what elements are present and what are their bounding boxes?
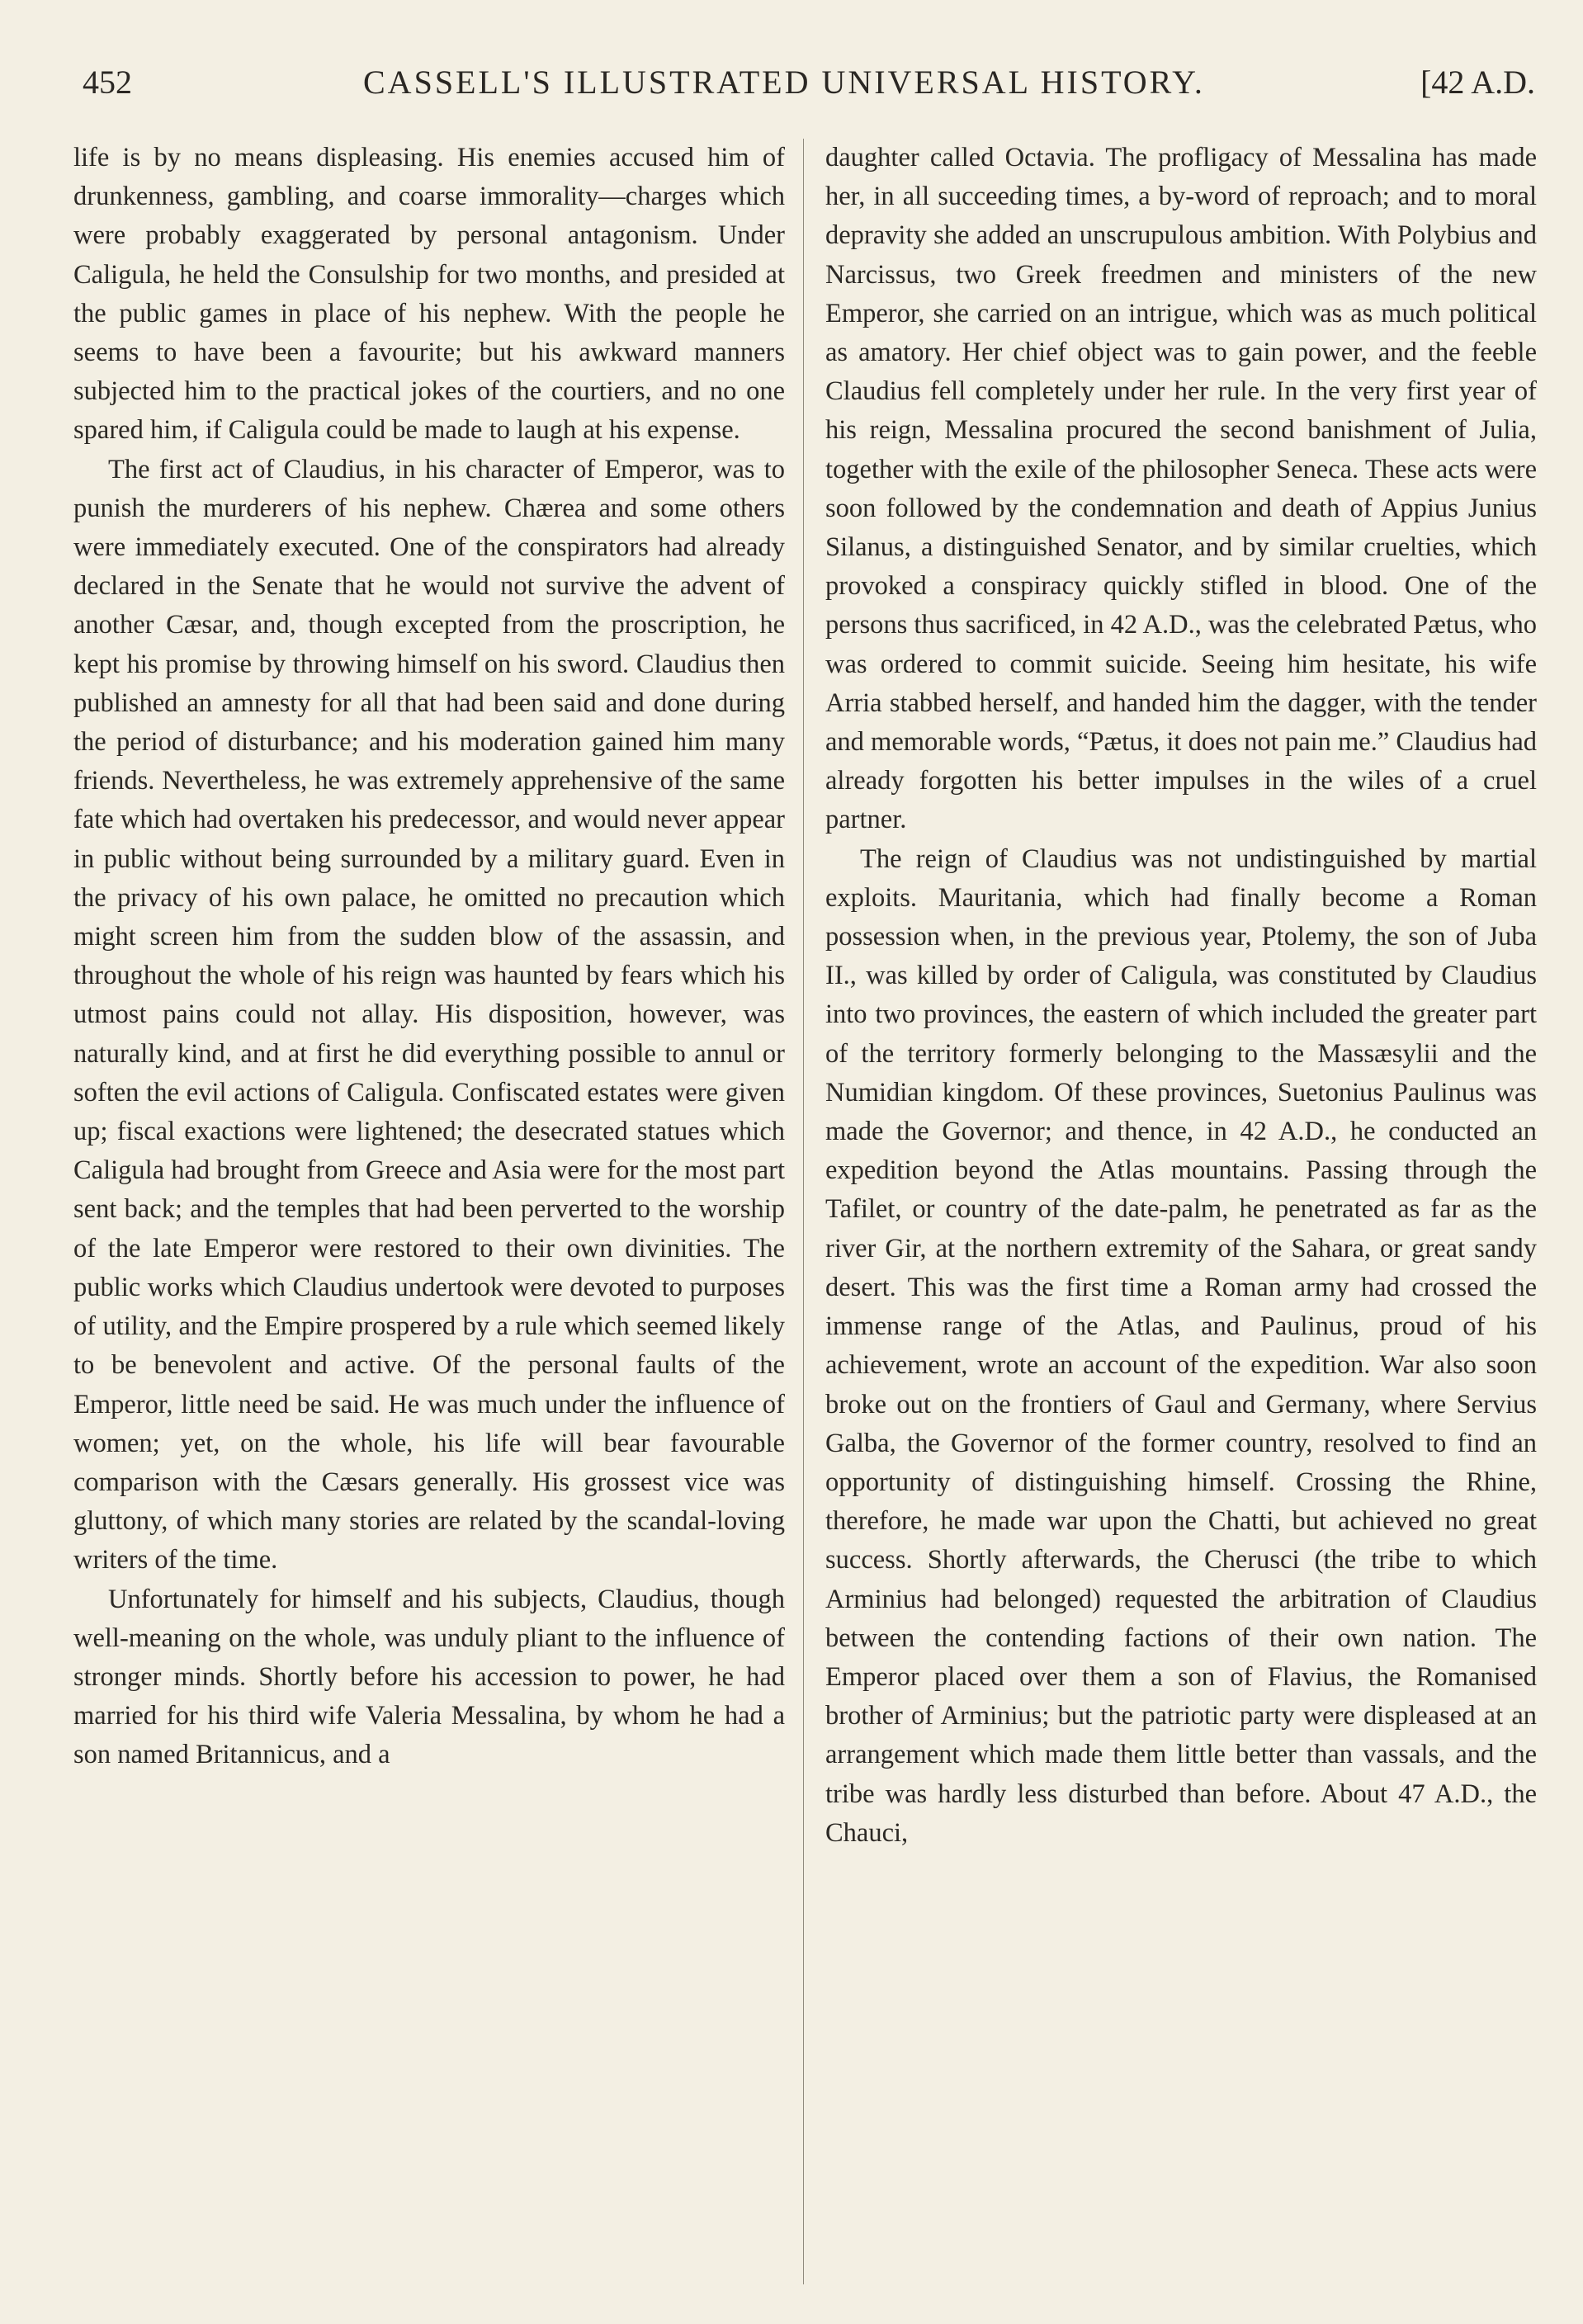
paragraph: The reign of Claudius was not undistinguished by martial exploits. Mauritania, which had finally become a Roman possession when, in the previous year, Ptolemy, the son of Juba II., was killed by order of Caligula, was constituted by Claudius into two provinces, the eastern of which included the greater part of the territory formerly belonging to the Massæsylii and the Numidian kingdom. Of these provinces, Suetonius Paulinus was made the Governor; and thence, in 42 A.D., he conducted an expedition beyond the Atlas mountains. Passing through the Tafilet, or country of the date-palm, he penetrated as far as the river Gir, at the northern extremity of the Sahara, or great sandy desert. This was the first time a Roman army had crossed the immense range of the Atlas, and Paulinus, proud of his achievement, wrote an account of the expedition. War also soon broke out on the frontiers of Gaul and Germany, where Servius Galba, the Governor of the former country, resolved to find an opportunity of distinguishing himself. Crossing the Rhine, therefore, he made war upon the Chatti, but achieved no great success. Shortly afterwards, the Cherusci (the tribe to which Arminius had belonged) requested the arbitration of Claudius between the contending factions of their own nation. The Emperor placed over them a son of Flavius, the Romanised brother of Arminius; but the patriotic party were displeased at an arrangement which made them little better than vassals, and the tribe was hardly less disturbed than before. About 47 A.D., the Chauci, bbox=[825, 843, 1537, 1848]
running-head bbox=[83, 58, 1535, 107]
column-divider bbox=[803, 139, 804, 2284]
paragraph: daughter called Octavia. The profligacy of Messalina has made her, in all succeeding times, a by-word of reproach; and to moral depravity she added an unscrupulous ambition. With Polybius and Narcissus, two Greek freedmen and ministers of the new Emperor, she carried on an intrigue, which was as much political as amatory. Her chief object was to gain power, and the feeble Claudius fell completely under her rule. In the very first year of his reign, Messalina procured the second banishment of Julia, together with the exile of the philosopher Seneca. These acts were soon followed by the condemnation and death of Appius Junius Silanus, a distinguished Senator, and by similar cruelties, which provoked a conspiracy quickly stifled in blood. One of the persons thus sacrificed, in 42 A.D., was the celebrated Pætus, who was ordered to commit suicide. Seeing him hesitate, his wife Arria stabbed herself, and handed him the dagger, with the tender and memorable words, “Pætus, it does not pain me.” Claudius had already forgotten his better impulses in the wiles of a cruel partner. bbox=[825, 143, 1538, 835]
page-number: 452 bbox=[83, 64, 132, 101]
right-column bbox=[825, 139, 1537, 1853]
book-title: CASSELL'S ILLUSTRATED UNIVERSAL HISTORY. bbox=[363, 64, 1205, 101]
left-column bbox=[73, 139, 785, 1775]
paragraph: The first act of Claudius, in his character of Emperor, was to punish the murderers of his nephew. Chærea and some others were immediately executed. One of the conspirators had already declared in the Senate that he would not survive the advent of another Cæsar, and, though excepted from the proscription, he kept his promise by throwing himself on his sword. Claudius then published an amnesty for all that had been said and done during the period of disturbance; and his moderation gained him many friends. Nevertheless, he was extremely apprehensive of the same fate which had overtaken his predecessor, and would never appear in public without being surrounded by a military guard. Even in the privacy of his own palace, he omitted no precaution which might screen him from the sudden blow of the assassin, and throughout the whole of his reign was haunted by fears which his utmost pains could not allay. His disposition, however, was naturally kind, and at first he did everything possible to annul or soften the evil actions of Caligula. Confiscated estates were given up; fiscal exactions were lightened; the desecrated statues which Caligula had brought from Greece and Asia were for the most part sent back; and the temples that had been perverted to the worship of the late Emperor were restored to their own divinities. The public works which Claudius undertook were devoted to purposes of utility, and the Empire prospered by a rule which seemed likely to be benevolent and active. Of the personal faults of the Emperor, little need be said. He was much under the influence of women; yet, on the whole, his life will bear favourable comparison with the Cæsars generally. His grossest vice was gluttony, of which many stories are related by the scandal-loving writers of the time. bbox=[73, 454, 785, 1575]
paragraph: life is by no means displeasing. His enemies accused him of drunkenness, gambling, and coarse immorality—charges which were probably exaggerated by personal antagonism. Under Caligula, he held the Consulship for two months, and presided at the public games in place of his nephew. With the people he seems to have been a favourite; but his awkward manners subjected him to the practical jokes of the courtiers, and no one spared him, if Caligula could be made to laugh at his expense. bbox=[73, 143, 785, 446]
date-marker: [42 A.D. bbox=[1420, 64, 1535, 101]
paragraph: Unfortunately for himself and his subjects, Claudius, though well-meaning on the whole, was unduly pliant to the influence of stronger minds. Shortly before his accession to power, he had married for his third wife Valeria Messalina, by whom he had a son named Britannicus, and a bbox=[73, 1584, 785, 1770]
